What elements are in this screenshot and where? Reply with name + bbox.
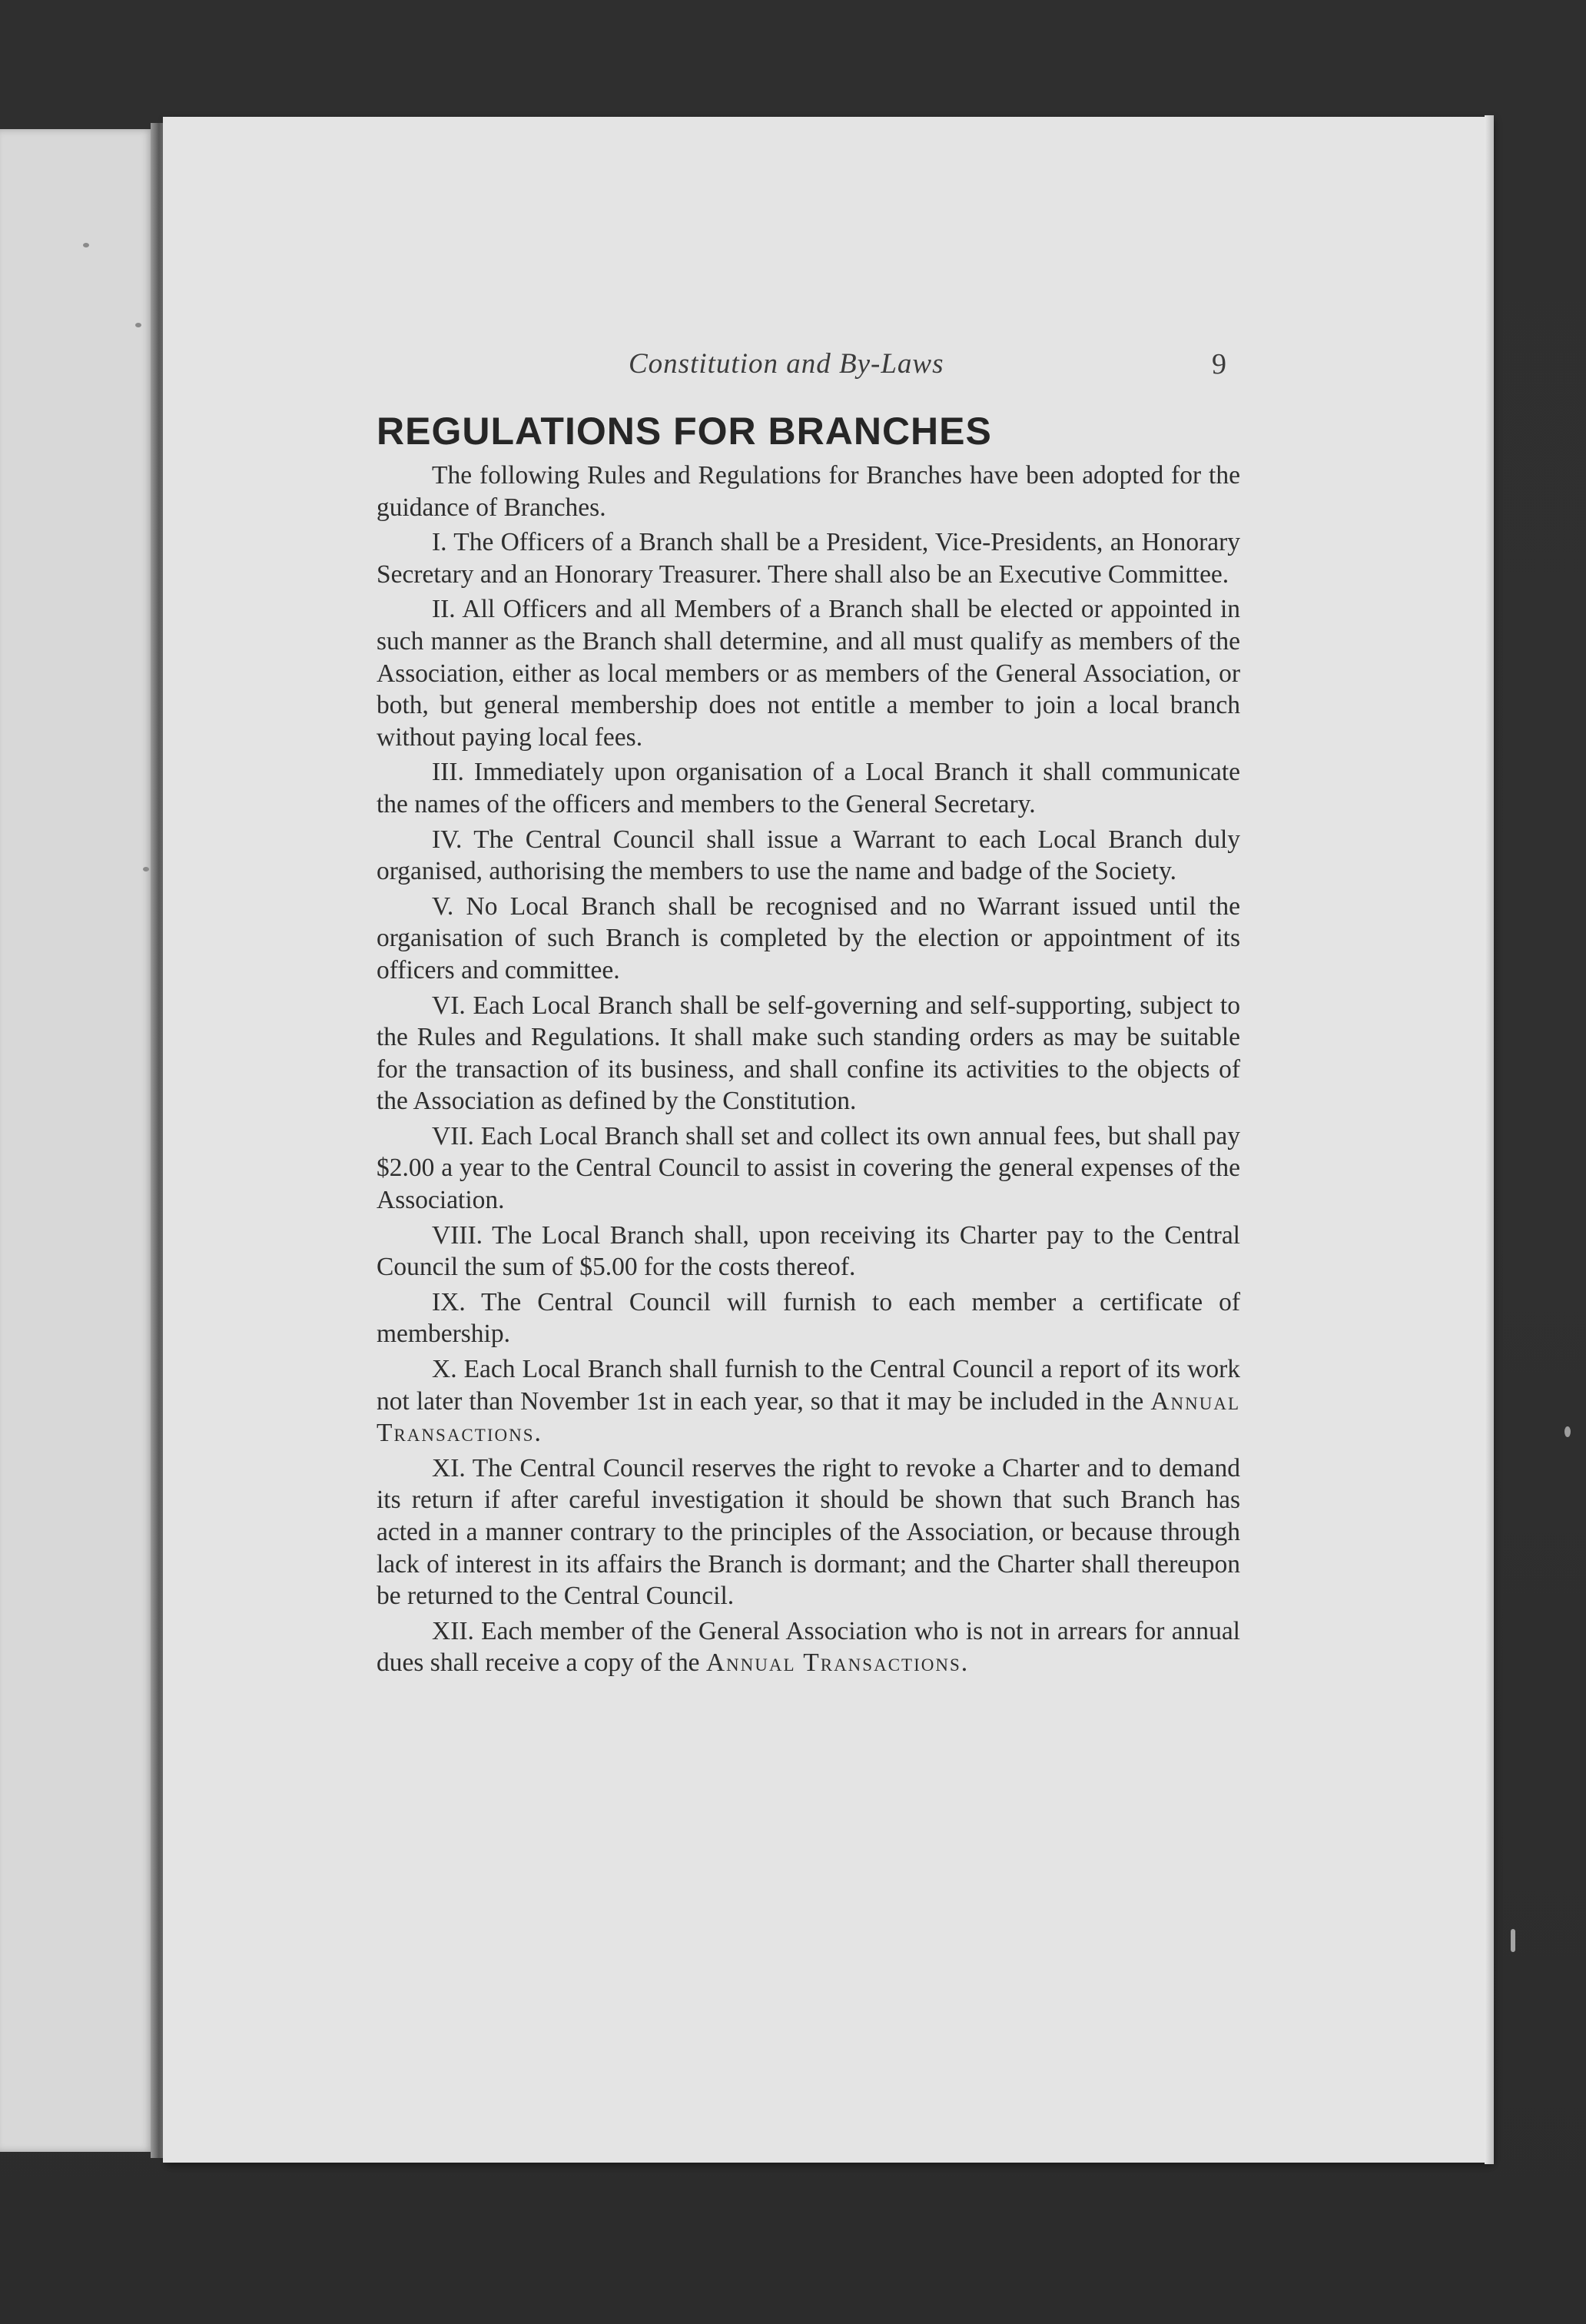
paragraph-text: V. No Local Branch shall be recognised and no Warrant issued until the organisation of such Branch is completed by the election or appointment of its officers and committee. <box>377 891 1240 984</box>
page-number: 9 <box>1212 348 1226 380</box>
facing-page <box>0 129 154 2152</box>
paragraph-text: XII. Each member of the General Association who is not in arrears for annual dues shall receive a copy of the <box>377 1616 1240 1678</box>
page-speck <box>143 867 149 872</box>
paragraph-text: IV. The Central Council shall issue a Warrant to each Local Branch duly organised, authorising the members to use the name and badge of the Society. <box>377 825 1240 886</box>
paragraph-text: I. The Officers of a Branch shall be a President, Vice-Presidents, an Honorary Secretary and an Honorary Treasurer. There shall also be an Executive Committee. <box>377 528 1240 589</box>
paragraph-text: . <box>961 1648 968 1678</box>
paragraph-text: . <box>534 1419 541 1448</box>
paragraph-text: II. All Officers and all Members of a Branch shall be elected or appointed in such manner as the Branch shall determine, and all must qualify as members of the Association, either as local members or as members of the General Association, or both, but general membership does not entitle a member to join a local branch without paying local fees. <box>377 595 1240 752</box>
paragraph-rule-4 <box>377 824 1240 888</box>
paragraph-text: III. Immediately upon organisation of a Local Branch it shall communicate the names of the officers and members to the General Secretary. <box>377 758 1240 818</box>
paragraph-intro <box>377 460 1240 523</box>
paragraph-rule-9 <box>377 1286 1240 1350</box>
paragraph-rule-5 <box>377 891 1240 987</box>
paragraph-rule-2 <box>377 593 1240 753</box>
paragraph-rule-1 <box>377 526 1240 590</box>
scan-speck <box>1564 1426 1571 1437</box>
publication-title: Annual Transactions <box>377 1386 1240 1448</box>
paragraph-rule-7 <box>377 1120 1240 1217</box>
page-speck <box>83 243 89 247</box>
paragraph-rule-6 <box>377 990 1240 1117</box>
paragraph-rule-8 <box>377 1220 1240 1283</box>
paragraph-text: X. Each Local Branch shall furnish to the Central Council a report of its work not later than November 1st in each year, so that it may be included in the <box>377 1355 1240 1416</box>
section-title: REGULATIONS FOR BRANCHES <box>377 410 992 453</box>
paragraph-text: VI. Each Local Branch shall be self-governing and self-supporting, subject to the Rules and Regulations. It shall make such standing orders as may be suitable for the transaction of its business, and shall confine its activities to the objects of the Association as defined by the Constitution. <box>377 991 1240 1116</box>
page-edge <box>1485 115 1494 2164</box>
paragraph-text: VII. Each Local Branch shall set and collect its own annual fees, but shall pay $2.00 a year to the Central Council to assist in covering the general expenses of the Association. <box>377 1121 1240 1215</box>
document-body <box>377 460 1240 1682</box>
paragraph-text: IX. The Central Council will furnish to each member a certificate of membership. <box>377 1287 1240 1349</box>
paragraph-rule-12 <box>377 1615 1240 1679</box>
running-title: Constitution and By-Laws <box>629 348 944 380</box>
paragraph-rule-10 <box>377 1353 1240 1449</box>
paragraph-rule-3 <box>377 756 1240 820</box>
page-speck <box>135 323 141 327</box>
paragraph-rule-11 <box>377 1452 1240 1612</box>
scan-speck <box>1511 1929 1515 1952</box>
publication-title: Annual Transactions <box>705 1648 961 1678</box>
paragraph-text: VIII. The Local Branch shall, upon receiving its Charter pay to the Central Council the sum of $5.00 for the costs thereof. <box>377 1220 1240 1282</box>
paragraph-text: XI. The Central Council reserves the right to revoke a Charter and to demand its return if after careful investigation it should be shown that such Branch has acted in a manner contrary to the principles of the Association, or because through lack of interest in its affairs the Branch is dormant; and the Charter shall thereupon be returned to the Central Council. <box>377 1453 1240 1611</box>
paragraph-text: The following Rules and Regulations for Branches have been adopted for the guidance of Branches. <box>377 461 1240 522</box>
running-header <box>461 347 1245 393</box>
